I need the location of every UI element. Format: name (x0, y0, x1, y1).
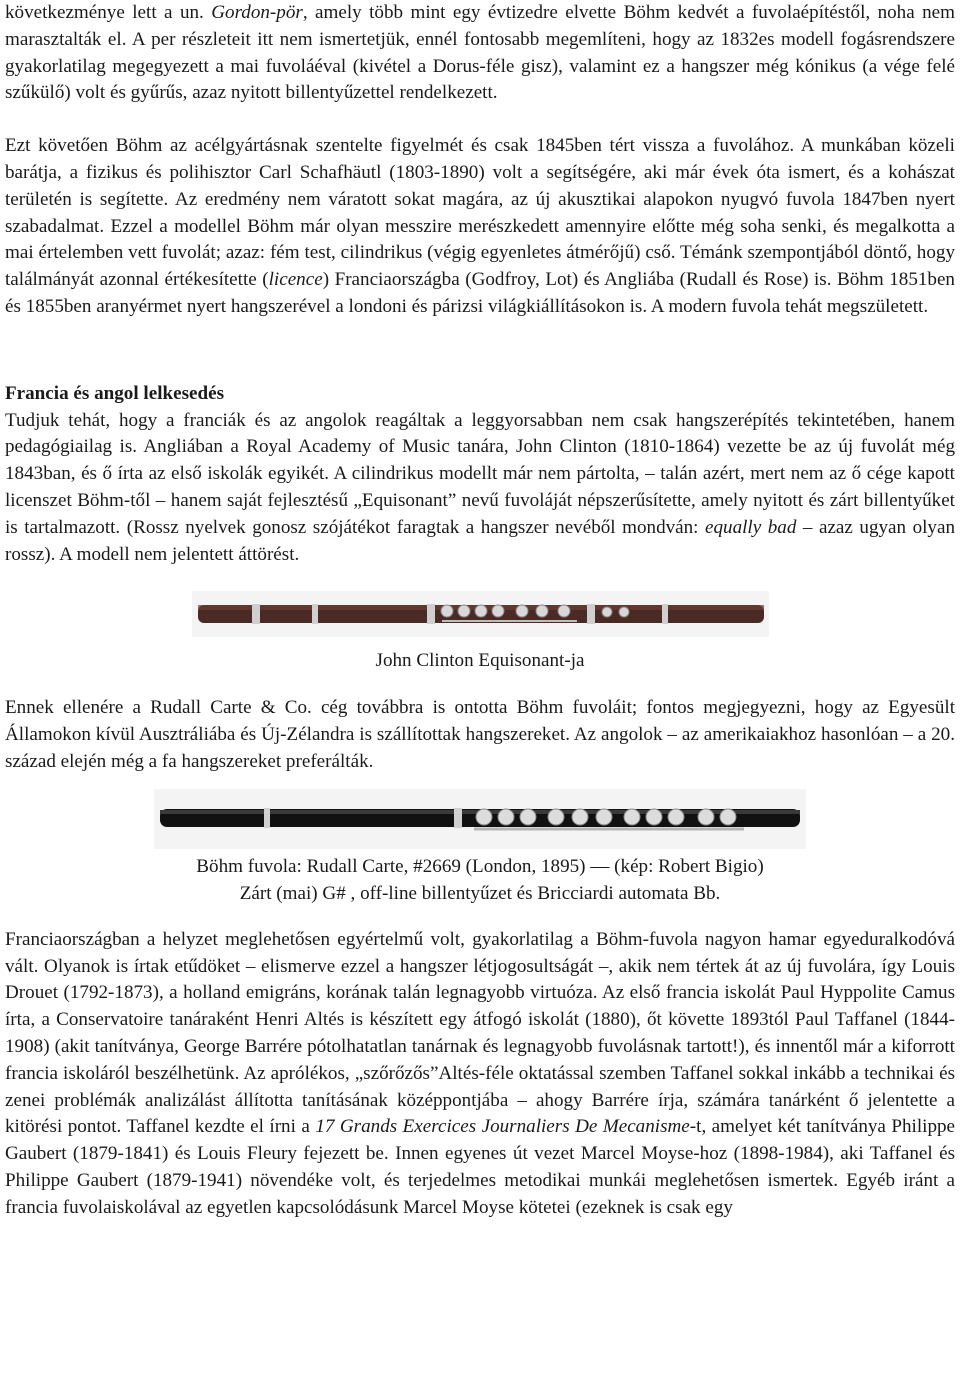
text-run: következménye lett a un. (5, 2, 212, 23)
caption-rudall-carte-line1: Böhm fuvola: Rudall Carte, #2669 (London, 1895) — (kép: Robert Bigio) (196, 855, 764, 877)
spacer (5, 321, 955, 381)
text-run: -t, amelyet két tanítványa Philippe Gaubert (1879-1841) és Louis Fleury fejezett be. Innen egyenes út vezet Marcel Moyse-hoz (1898-1984), aki Taffanel és Philippe Gaubert (1879-1941) növendéke volt, és terjedelmes metodikai munkái meglehetősen ismertek. Egyéb iránt a francia fuvolaiskolával az egyetlen kapcsolódásunk Marcel Moyse kötetei (ezeknek is csak egy (5, 1116, 956, 1218)
italic-term: Gordon-pör (211, 2, 303, 23)
paragraph-5 (5, 927, 955, 1222)
paragraph-2 (5, 133, 955, 321)
caption-rudall-carte-line2: Zárt (mai) G# , off-line billentyűzet és Bricciardi automata Bb. (239, 882, 721, 904)
text-run: Franciaországban a helyzet meglehetősen egyértelmű volt, gyakorlatilag a Böhm-fuvola nagyon hamar egyeduralkodóvá vált. Olyanok is írtak etűdöket – elismerve ezzel a hangszer létjogosultságát –, akik nem tértek át az új fuvolára, így Louis Drouet (1792-1873), a holland emigráns, korának talán legnagyobb virtuóza. Az első francia iskolát Paul Hyppolite Camus írta, a Conservatoire tanáraként Henri Altés is készített egy átfogó iskolát (1880), őt követte 1893tól Paul Taffanel (1844-1908) (akit tanítványa, George Barrére pótolhatatlan tanárnak és legnagyobb fuvolásnak tartott!), és innentől már a kiforrott francia iskoláról beszélhetünk. Az aprólékos, „szőrőzős”Altés-féle oktatással szemben Taffanel sokkal inkább a technikai és zenei problémák analizálást állította tanításának középpontjába – ahogy Barrére írja, számára tanárként ő jelentette a kitörési pontot. Taffanel kezdte el írni a (5, 928, 955, 1138)
italic-term: licence (268, 269, 323, 291)
text-run: ) Franciaországba (Godfroy, Lot) és Angliába (Rudall és Rose) is. Böhm 1851ben és 1855ben aranyérmet nyert hangszerével a londoni és párizsi világkiállításokon is. A modern fuvola tehát megszületett. (5, 269, 955, 317)
italic-title: 17 Grands Exercices Journaliers De Mecanisme (315, 1116, 690, 1138)
caption-equisonant: John Clinton Equisonant-ja (375, 650, 585, 672)
flute-image-rudall-carte (154, 789, 806, 849)
text-run: – azaz ugyan olyan rossz). A modell nem jelentett áttörést. (5, 516, 956, 565)
text-run: , amely több mint egy évtizedre elvette Böhm kedvét a fuvolaépítéstől, noha nem marasztalták el. A per részleteit itt nem ismertetjük, ennél fontosabb megemlíteni, hogy az 1832es modell fogásrendszere gyakorlatilag megegyezett a mai fuvoláéval (kivétel a Dorus-féle gisz), valamint ez a hangszer még kónikus (a vége felé szűkülő) volt és gyűrűs, azaz nyitott billentyűzettel rendelkezett. (5, 2, 955, 104)
flute-image-equisonant (192, 591, 769, 637)
section-heading: Francia és angol lelkesedés (5, 382, 225, 404)
document-page (5, 0, 955, 1222)
text-run: Tudjuk tehát, hogy a franciák és az angolok reagáltak a leggyorsabban nem csak hangszerépítés tekintetében, hanem pedagógiailag is. Angliában a Royal Academy of Music tanára, John Clinton (1810-1864) vezette be az új fuvolát még 1843ban, és ő írta az első iskolák egyikét. A cilindrikus modellt már nem pártolta, – talán azért, mert nem az ő cége kapott licenszet Böhm-től – hanem saját fejlesztésű „Equisonant” nevű fuvoláját népszerűsítette, amely nyitott és zárt billentyűket is tartalmazott. (Rossz nyelvek gonosz szójátékot faragtak a hangszer nevéből mondván: (5, 409, 955, 538)
figure-rudall-carte (5, 789, 955, 907)
text-run: Ennek ellenére a Rudall Carte & Co. cég továbbra is ontotta Böhm fuvoláit; fontos megjegyezni, hogy az Egyesült Államokon kívül Ausztráliába és Új-Zélandra is szállítottak hangszereket. Az angolok – az amerikaiakhoz hasonlóan – a 20. század elején még a fa hangszereket preferálták. (5, 697, 955, 772)
paragraph-4 (5, 695, 955, 775)
paragraph-1 (5, 0, 955, 107)
figure-clinton-equisonant (5, 591, 955, 674)
italic-term: equally bad (705, 516, 797, 538)
text-run: Ezt követően Böhm az acélgyártásnak szentelte figyelmét és csak 1845ben tért vissza a fuvolához. A munkában közeli barátja, a fizikus és polihisztor Carl Schafhäutl (1803-1890) volt a segítségére, aki már évek óta ismert, és a kohászat területén is segítette. Az eredmény nem váratott sokat magára, az új akusztikai alapokon nyugvó fuvola 1847ben nyert szabadalmat. Ezzel a modellel Böhm már olyan messzire merészkedett amennyire előtte még soha senki, és megalkotta a mai értelemben vett fuvolát; azaz: fém test, cilindrikus (végig egyenletes átmérőjű) cső. Témánk szempontjából döntő, hogy találmányát azonnal értékesítette ( (5, 135, 955, 291)
section-2 (5, 381, 955, 569)
